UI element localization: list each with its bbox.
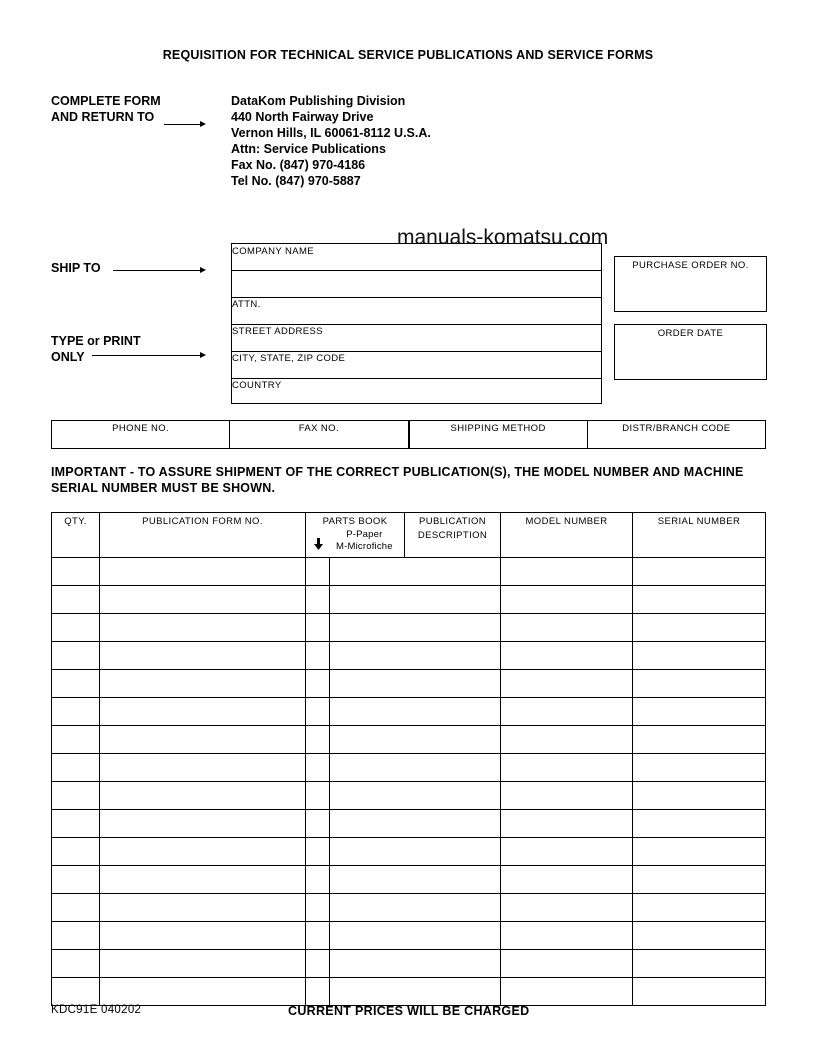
model-cell[interactable] <box>501 866 633 894</box>
form-no-cell[interactable] <box>100 950 306 978</box>
description-cell[interactable] <box>330 894 501 922</box>
model-cell[interactable] <box>501 782 633 810</box>
model-cell[interactable] <box>501 698 633 726</box>
qty-cell[interactable] <box>52 614 100 642</box>
form-no-cell[interactable] <box>100 754 306 782</box>
serial-cell[interactable] <box>633 866 766 894</box>
table-row <box>52 558 766 586</box>
phone-label: PHONE NO. <box>112 423 170 434</box>
divider <box>232 378 601 379</box>
model-cell[interactable] <box>501 950 633 978</box>
description-cell[interactable] <box>330 866 501 894</box>
form-no-header: PUBLICATION FORM NO. <box>100 513 306 558</box>
parts-book-cell[interactable] <box>306 670 330 698</box>
address-line: Vernon Hills, IL 60061-8112 U.S.A. <box>231 126 431 140</box>
table-row <box>52 922 766 950</box>
parts-book-cell[interactable] <box>306 698 330 726</box>
table-row <box>52 978 766 1006</box>
type-or-print-line-2: ONLY <box>51 350 85 364</box>
parts-book-label: PARTS BOOK <box>322 516 388 527</box>
serial-cell[interactable] <box>633 950 766 978</box>
serial-cell[interactable] <box>633 754 766 782</box>
qty-cell[interactable] <box>52 894 100 922</box>
description-cell[interactable] <box>330 726 501 754</box>
address-line: Fax No. (847) 970-4186 <box>231 158 366 172</box>
serial-cell[interactable] <box>633 726 766 754</box>
model-cell[interactable] <box>501 978 633 1006</box>
parts-book-cell[interactable] <box>306 726 330 754</box>
order-date-label: ORDER DATE <box>657 328 724 339</box>
model-cell[interactable] <box>501 894 633 922</box>
qty-cell[interactable] <box>52 838 100 866</box>
parts-book-cell[interactable] <box>306 558 330 586</box>
type-or-print-line-1: TYPE or PRINT <box>51 334 141 348</box>
order-date-box[interactable] <box>614 324 767 380</box>
table-row <box>52 866 766 894</box>
form-code: KDC91E 040202 <box>51 1004 142 1016</box>
parts-book-subheader <box>306 527 404 557</box>
qty-cell[interactable] <box>52 558 100 586</box>
form-no-cell[interactable] <box>100 978 306 1006</box>
description-cell[interactable] <box>330 810 501 838</box>
model-cell[interactable] <box>501 586 633 614</box>
company-name-label: COMPANY NAME <box>232 246 315 257</box>
parts-book-cell[interactable] <box>306 950 330 978</box>
qty-cell[interactable] <box>52 810 100 838</box>
qty-cell[interactable] <box>52 978 100 1006</box>
table-row <box>52 754 766 782</box>
city-state-zip-label: CITY, STATE, ZIP CODE <box>232 353 346 364</box>
description-cell[interactable] <box>330 558 501 586</box>
model-cell[interactable] <box>501 614 633 642</box>
parts-book-cell[interactable] <box>306 614 330 642</box>
table-row <box>52 810 766 838</box>
parts-book-cell[interactable] <box>306 838 330 866</box>
serial-cell[interactable] <box>633 558 766 586</box>
description-cell[interactable] <box>330 670 501 698</box>
qty-cell[interactable] <box>52 950 100 978</box>
complete-form-label <box>51 93 161 125</box>
qty-cell[interactable] <box>52 670 100 698</box>
fax-label: FAX NO. <box>298 423 340 434</box>
serial-cell[interactable] <box>633 978 766 1006</box>
description-cell[interactable] <box>330 978 501 1006</box>
parts-book-cell[interactable] <box>306 894 330 922</box>
ship-to-box <box>231 243 602 404</box>
divider <box>232 297 601 298</box>
fax-field[interactable] <box>230 421 409 448</box>
qty-cell[interactable] <box>52 922 100 950</box>
important-notice: IMPORTANT - TO ASSURE SHIPMENT OF THE CORRECT PUBLICATION(S), THE MODEL NUMBER AND MACHINE SERIAL NUMBER MUST BE SHOWN. <box>51 465 744 495</box>
form-no-cell[interactable] <box>100 782 306 810</box>
form-no-cell[interactable] <box>100 838 306 866</box>
qty-cell[interactable] <box>52 866 100 894</box>
branch-code-field[interactable] <box>588 421 765 448</box>
description-cell[interactable] <box>330 922 501 950</box>
model-cell[interactable] <box>501 922 633 950</box>
serial-cell[interactable] <box>633 614 766 642</box>
form-no-cell[interactable] <box>100 866 306 894</box>
serial-cell[interactable] <box>633 698 766 726</box>
microfiche-option: M-Microfiche <box>336 541 393 552</box>
address-line: Tel No. (847) 970-5887 <box>231 174 361 188</box>
purchase-order-label: PURCHASE ORDER NO. <box>632 260 749 271</box>
qty-cell[interactable] <box>52 726 100 754</box>
parts-book-cell[interactable] <box>306 754 330 782</box>
parts-book-cell[interactable] <box>306 642 330 670</box>
paper-option: P-Paper <box>346 529 383 540</box>
model-header: MODEL NUMBER <box>501 513 633 558</box>
form-no-cell[interactable] <box>100 642 306 670</box>
qty-cell[interactable] <box>52 754 100 782</box>
street-address-label: STREET ADDRESS <box>232 326 323 337</box>
address-line: Attn: Service Publications <box>231 142 386 156</box>
description-cell[interactable] <box>330 838 501 866</box>
qty-cell[interactable] <box>52 586 100 614</box>
ship-to-arrow-icon <box>113 270 204 271</box>
table-row <box>52 586 766 614</box>
model-cell[interactable] <box>501 642 633 670</box>
qty-cell[interactable] <box>52 782 100 810</box>
form-no-cell[interactable] <box>100 726 306 754</box>
complete-form-line-1: COMPLETE FORM <box>51 94 161 108</box>
model-cell[interactable] <box>501 838 633 866</box>
address-line: 440 North Fairway Drive <box>231 110 374 124</box>
parts-book-options <box>336 529 393 553</box>
model-cell[interactable] <box>501 558 633 586</box>
form-no-cell[interactable] <box>100 670 306 698</box>
type-or-print-label <box>51 333 141 365</box>
parts-book-cell[interactable] <box>306 782 330 810</box>
purchase-order-box[interactable] <box>614 256 767 312</box>
divider <box>232 270 601 271</box>
qty-header: QTY. <box>52 513 100 558</box>
country-label: COUNTRY <box>232 380 282 391</box>
parts-book-cell[interactable] <box>306 810 330 838</box>
table-row <box>52 670 766 698</box>
qty-cell[interactable] <box>52 642 100 670</box>
serial-cell[interactable] <box>633 642 766 670</box>
serial-cell[interactable] <box>633 894 766 922</box>
serial-cell[interactable] <box>633 782 766 810</box>
address-line: DataKom Publishing Division <box>231 94 406 108</box>
contact-row <box>51 420 766 449</box>
prices-note: CURRENT PRICES WILL BE CHARGED <box>288 1004 530 1018</box>
shipping-method-label: SHIPPING METHOD <box>450 423 546 434</box>
table-row <box>52 782 766 810</box>
serial-cell[interactable] <box>633 586 766 614</box>
parts-book-header <box>306 513 405 558</box>
serial-header: SERIAL NUMBER <box>633 513 766 558</box>
parts-book-cell[interactable] <box>306 922 330 950</box>
return-arrow-icon <box>164 124 204 125</box>
attn-label: ATTN. <box>232 299 261 310</box>
description-cell[interactable] <box>330 754 501 782</box>
parts-book-cell[interactable] <box>306 978 330 1006</box>
table-row <box>52 838 766 866</box>
divider <box>232 351 601 352</box>
phone-field[interactable] <box>52 421 230 448</box>
form-no-cell[interactable] <box>100 698 306 726</box>
table-row <box>52 698 766 726</box>
model-cell[interactable] <box>501 810 633 838</box>
form-no-cell[interactable] <box>100 894 306 922</box>
table-row <box>52 642 766 670</box>
serial-cell[interactable] <box>633 838 766 866</box>
description-cell[interactable] <box>330 782 501 810</box>
type-or-print-arrow-icon <box>92 355 204 356</box>
parts-book-cell[interactable] <box>306 586 330 614</box>
serial-cell[interactable] <box>633 922 766 950</box>
model-cell[interactable] <box>501 726 633 754</box>
down-arrow-icon <box>314 538 323 550</box>
divider <box>232 324 601 325</box>
watermark: manuals-komatsu.com <box>397 226 609 249</box>
form-no-cell[interactable] <box>100 586 306 614</box>
description-cell[interactable] <box>330 614 501 642</box>
page-title: REQUISITION FOR TECHNICAL SERVICE PUBLICATIONS AND SERVICE FORMS <box>162 48 654 62</box>
serial-cell[interactable] <box>633 810 766 838</box>
table-row <box>52 950 766 978</box>
description-cell[interactable] <box>330 698 501 726</box>
complete-form-line-2: AND RETURN TO <box>51 110 155 124</box>
description-cell[interactable] <box>330 950 501 978</box>
form-no-cell[interactable] <box>100 614 306 642</box>
model-cell[interactable] <box>501 670 633 698</box>
qty-cell[interactable] <box>52 698 100 726</box>
table-row <box>52 894 766 922</box>
model-cell[interactable] <box>501 754 633 782</box>
form-no-cell[interactable] <box>100 558 306 586</box>
publication-table <box>51 512 766 1006</box>
form-no-cell[interactable] <box>100 922 306 950</box>
return-address <box>231 93 431 189</box>
form-no-cell[interactable] <box>100 810 306 838</box>
table-row <box>52 726 766 754</box>
table-row <box>52 614 766 642</box>
serial-cell[interactable] <box>633 670 766 698</box>
shipping-method-field[interactable] <box>410 421 588 448</box>
branch-code-label: DISTR/BRANCH CODE <box>622 423 731 434</box>
description-cell[interactable] <box>330 586 501 614</box>
ship-to-label: SHIP TO <box>51 261 101 275</box>
description-header: PUBLICATION DESCRIPTION <box>405 513 501 558</box>
description-cell[interactable] <box>330 642 501 670</box>
parts-book-cell[interactable] <box>306 866 330 894</box>
